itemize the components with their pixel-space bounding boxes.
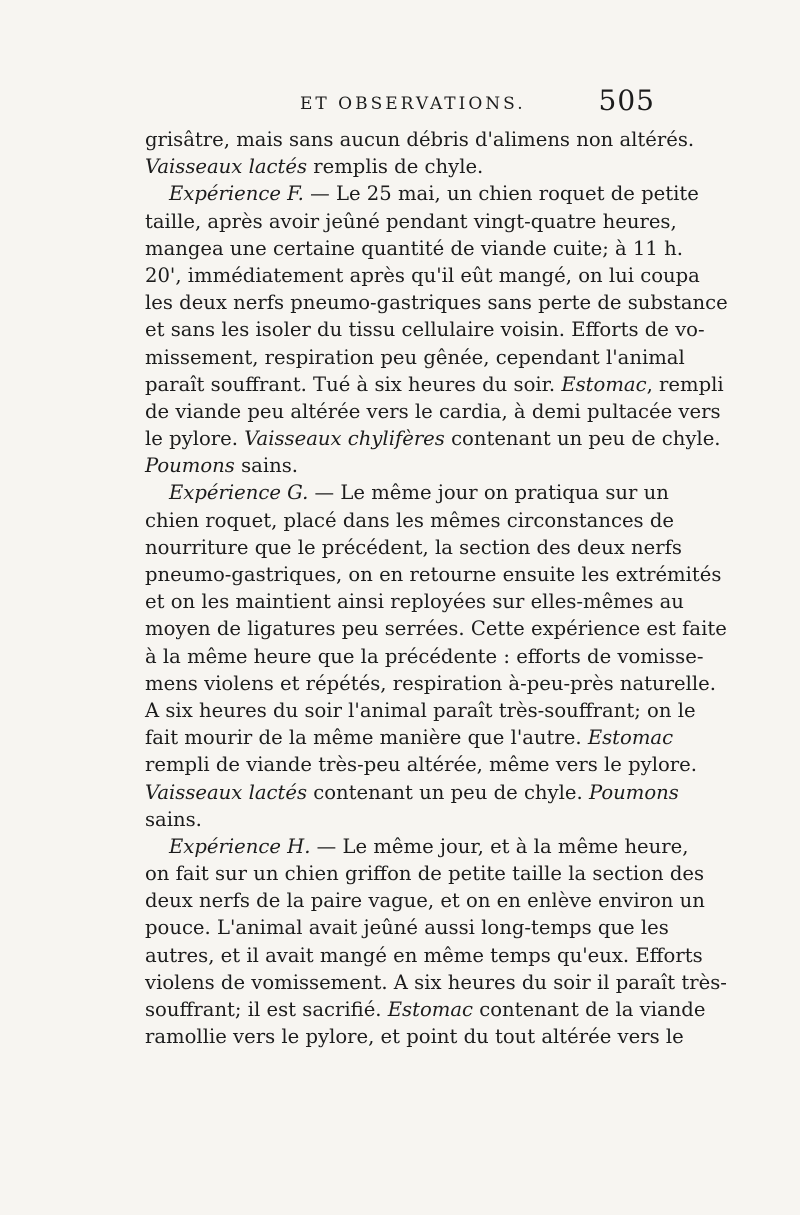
text-line: les deux nerfs pneumo-gastriques sans perte de substance bbox=[145, 291, 728, 315]
text-line: pouce. L'animal avait jeûné aussi long-temps que les bbox=[145, 916, 669, 940]
running-title: ET OBSERVATIONS. bbox=[300, 94, 526, 114]
text-line: on fait sur un chien griffon de petite taille la section des bbox=[145, 862, 705, 886]
text-line: Expérience G. — Le même jour on pratiqua sur un bbox=[169, 481, 669, 505]
text-line: Vaisseaux lactés remplis de chyle. bbox=[145, 155, 484, 179]
text-line: mangea une certaine quantité de viande cuite; à 11 h. bbox=[145, 236, 683, 260]
text-line: Expérience H. — Le même jour, et à la même heure, bbox=[169, 834, 689, 858]
text-line: fait mourir de la même manière que l'autre. Estomac bbox=[145, 726, 674, 750]
text-line: missement, respiration peu gênée, cependant l'animal bbox=[145, 345, 685, 369]
running-header bbox=[145, 84, 655, 126]
text-line: et sans les isoler du tissu cellulaire voisin. Efforts de vo- bbox=[145, 318, 705, 342]
text-line: autres, et il avait mangé en même temps qu'eux. Efforts bbox=[145, 943, 703, 967]
text-line: violens de vomissement. A six heures du soir il paraît très- bbox=[145, 970, 727, 994]
text-line: et on les maintient ainsi reployées sur elles-mêmes au bbox=[145, 590, 684, 614]
text-line: Poumons sains. bbox=[145, 454, 298, 478]
text-line: moyen de ligatures peu serrées. Cette expérience est faite bbox=[145, 617, 727, 641]
text-line: pneumo-gastriques, on en retourne ensuite les extrémités bbox=[145, 563, 722, 586]
text-line: taille, après avoir jeûné pendant vingt-quatre heures, bbox=[145, 209, 677, 233]
text-line: le pylore. Vaisseaux chylifères contenant un peu de chyle. bbox=[145, 427, 721, 451]
text-line: deux nerfs de la paire vague, et on en enlève environ un bbox=[145, 889, 705, 913]
text-line: chien roquet, placé dans les mêmes circonstances de bbox=[145, 508, 674, 532]
text-line: 20', immédiatement après qu'il eût mangé, on lui coupa bbox=[145, 263, 700, 287]
text-line: Expérience F. — Le 25 mai, un chien roquet de petite bbox=[169, 182, 699, 206]
text-line: ramollie vers le pylore, et point du tout altérée vers le bbox=[145, 1025, 684, 1049]
text-line: sains. bbox=[145, 807, 202, 831]
text-line: rempli de viande très-peu altérée, même vers le pylore. bbox=[145, 753, 697, 777]
text-line: à la même heure que la précédente : efforts de vomisse- bbox=[145, 644, 704, 668]
text-line: A six heures du soir l'animal paraît très-souffrant; on le bbox=[145, 698, 696, 722]
text-line: de viande peu altérée vers le cardia, à demi pultacée vers bbox=[145, 399, 721, 423]
text-line: grisâtre, mais sans aucun débris d'alimens non altérés. bbox=[145, 128, 695, 151]
text-line: mens violens et répétés, respiration à-peu-près naturelle. bbox=[145, 671, 716, 695]
text-line: Vaisseaux lactés contenant un peu de chyle. Poumons bbox=[145, 780, 679, 804]
page-body bbox=[145, 126, 728, 1050]
text-line: nourriture que le précédent, la section des deux nerfs bbox=[145, 535, 682, 559]
text-line: paraît souffrant. Tué à six heures du soir. Estomac, rempli bbox=[145, 372, 724, 396]
page-number: 505 bbox=[598, 84, 655, 117]
text-line: souffrant; il est sacrifié. Estomac contenant de la viande bbox=[145, 998, 706, 1021]
